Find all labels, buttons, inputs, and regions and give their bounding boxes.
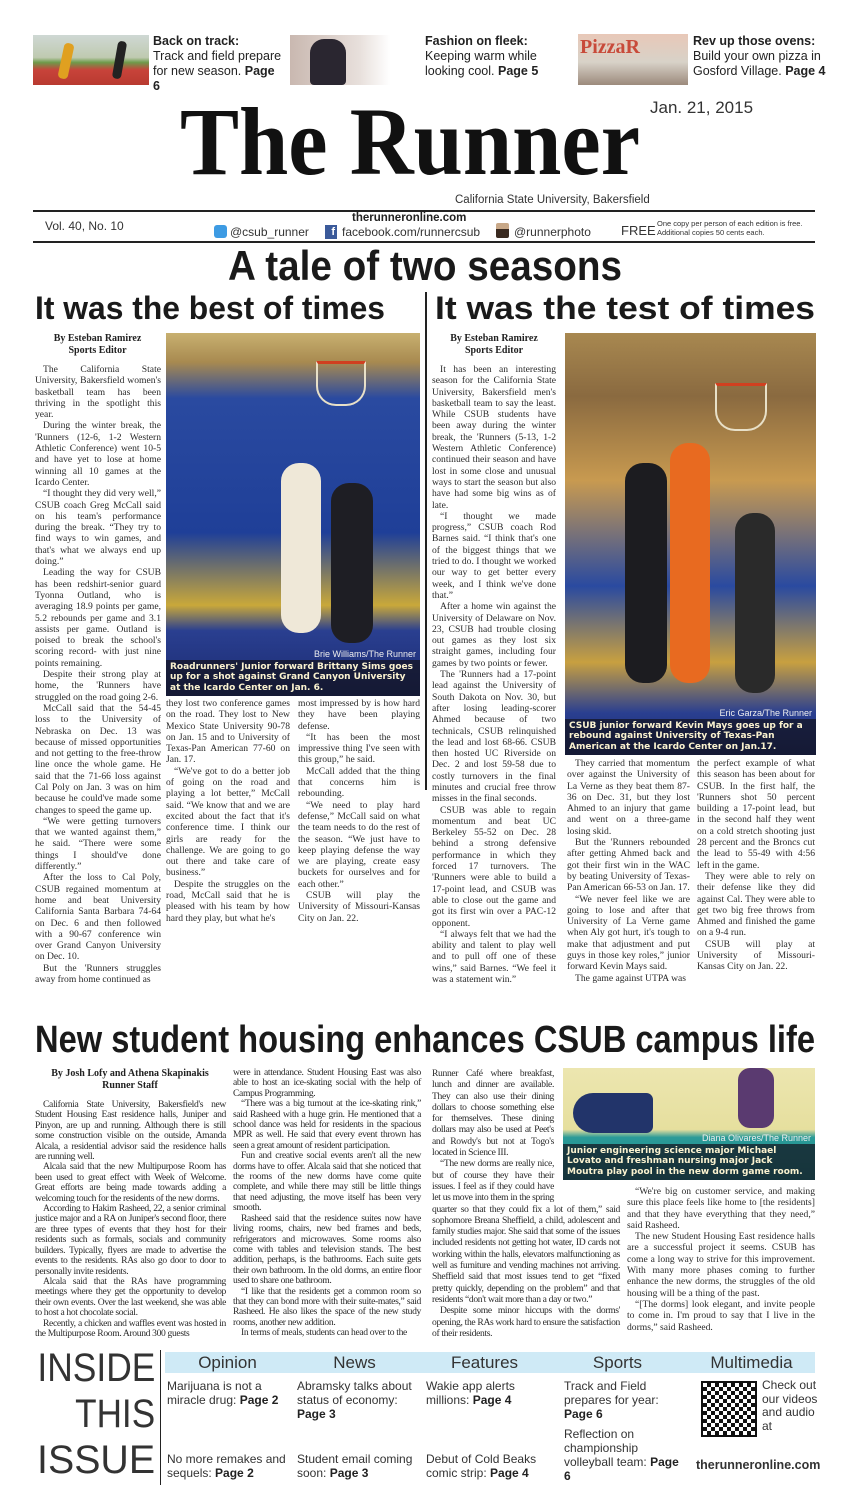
volume-number: Vol. 40, No. 10 (45, 219, 124, 233)
womens-headline: It was the best of times (35, 290, 385, 326)
photo-credit: Eric Garza/The Runner (719, 707, 812, 718)
housing-column-1 (35, 1100, 226, 1339)
label-line: INSIDE (37, 1346, 155, 1390)
paragraph: California State University, Bakersfield's new Student Housing East residence halls, Juniper and Pinyon, are up and running. Although there is still some construction visible on the outside, Amanda Alcala, a residential advisor said the residence halls are running well. (35, 1099, 226, 1163)
item-text: No more remakes and sequels: (167, 1452, 286, 1480)
inside-item[interactable] (426, 1379, 544, 1407)
teaser-text: for new season. (153, 64, 242, 78)
paragraph: “I like that the residents get a common room so that they can bond more with their suite-mates,” said Rasheed. He also likes the space of the new study rooms, another new addition. (233, 1285, 421, 1328)
mens-column-2 (567, 758, 690, 984)
inside-item[interactable] (426, 1452, 544, 1480)
item-text: Wakie app alerts millions: (426, 1379, 515, 1407)
item-page: Page 3 (329, 1466, 369, 1480)
paragraph: “We never feel like we are going to lose and after that University of La Verne game when Aly got hurt, it's tough to make that adjustment and put guys in those key roles,” junior forward Kevin Mays said. (567, 893, 690, 973)
paragraph: The California State University, Bakersfield women's basketball team has been thriving in the spotlight this year. (35, 364, 161, 421)
teaser-fashion[interactable] (425, 34, 565, 79)
inside-item[interactable] (564, 1379, 686, 1421)
paragraph: McCall added that the thing that concerns him is rebounding. (298, 765, 420, 800)
item-page: Page 2 (239, 1393, 279, 1407)
paragraph: They carried that momentum over against the University of La Verne as they beat them 87-36 on Dec. 31, but they lost Ahmed to an injury that game and went on a three-game losing skid. (567, 758, 690, 837)
teaser-page: Page 5 (497, 64, 539, 78)
facebook-icon[interactable]: f (325, 225, 337, 239)
womens-byline (35, 333, 160, 357)
section-news[interactable]: News (333, 1353, 376, 1372)
paragraph: “I thought they did very well,” CSUB coach Greg McCall said on his team's performance during the break. “They try to find ways to win games, and that's what we always end up doing.” (35, 488, 161, 568)
teaser-page: Page 4 (785, 64, 826, 78)
inside-item[interactable] (167, 1452, 289, 1480)
paragraph: “The new dorms are really nice, but of course they have their issues. I feel as if they could have let us move into them in the spring quarter so that they could fix a lot of them,” said sophomore Breana Sheffield, a child, adolescent and family studies major. She said that some of the issues included residents not getting hot water, ID cards not working within the halls, elevators malfunctioning as well as furniture and vending machines not arriving. Sheffield said that most issues tend to get “fixed pretty quickly, depending on the problem” and that residents “don't wait more than a day or two.” (432, 1158, 620, 1305)
section-multimedia[interactable]: Multimedia (710, 1353, 793, 1372)
paragraph: Runner Café where breakfast, lunch and dinner are available. They can also use their dining dollars to choose something else for themselves. These dining dollars may also be used at Peet's and Rowdy's but not at Togo's located in Science III. (432, 1068, 554, 1159)
item-text: Debut of Cold Beaks comic strip: (426, 1452, 537, 1480)
multimedia-promo: Check out our videos and audio at (762, 1378, 818, 1433)
paragraph: “There was a big turnout at the ice-skating rink,” said Rasheed with a huge grin. He mentioned that a school dance was held for residents in the spacious MPR as well. He said that every event thrown has seen a great amount of resident participation. (233, 1098, 421, 1151)
item-page: Page 3 (297, 1407, 336, 1421)
housing-column-4 (627, 1186, 815, 1333)
housing-column-2 (233, 1068, 421, 1339)
pizza-sign-logo: PizzaR (580, 36, 640, 58)
website-link[interactable]: therunneronline.com (352, 212, 467, 224)
paragraph: They were able to rely on their defense like they did against Cal. They were able to get two big free throws from Ahmed and finished the game on a 9-4 run. (697, 870, 815, 939)
dorm-pool-photo[interactable] (563, 1068, 815, 1180)
paragraph: they lost two conference games on the road. They lost to New Mexico State University 90-78 on Jan. 15 and to University of Texas-Pan American 77-60 on Jan. 17. (166, 698, 290, 766)
pizza-teaser-photo[interactable] (578, 34, 688, 85)
photo-caption: CSUB junior forward Kevin Mays goes up for a rebound against University of Texas-Pan American at the Icardo Center on Jan.17. (565, 719, 816, 756)
item-text: Track and Field prepares for year: (564, 1379, 659, 1407)
item-text: Student email coming soon: (297, 1452, 413, 1480)
paragraph: most impressed by is how hard they have been playing defense. (298, 698, 420, 732)
price-note-line: One copy per person of each edition is free. (657, 219, 803, 228)
photo-credit: Diana Olivares/The Runner (701, 1132, 811, 1143)
mens-basketball-photo[interactable] (565, 333, 816, 755)
column-divider (425, 292, 427, 790)
paragraph: Despite the struggles on the road, McCall said that he is pleased with his team by how hard they play, but what he's (166, 878, 290, 924)
womens-column-1 (35, 364, 161, 985)
photo-credit: Brie Williams/The Runner (313, 648, 416, 659)
paragraph: The game against UTPA was (575, 972, 687, 984)
housing-headline: New student housing enhances CSUB campus life (35, 1019, 815, 1061)
paragraph: CSUB will play at University of Missouri-Kansas City on Jan. 22. (697, 938, 815, 973)
instagram-handle[interactable]: @runnerphoto (514, 225, 591, 239)
multimedia-url[interactable]: therunneronline.com (696, 1458, 821, 1472)
item-page: Page 6 (564, 1407, 603, 1421)
paragraph: “[The dorms] look elegant, and invite people to come in. I'm proud to say that I live in the dorms,” said Rasheed. (627, 1298, 815, 1333)
photo-caption: Junior engineering science major Michael Lovato and freshman nursing major Jack Moutra play pool in the new dorm game room. (563, 1144, 815, 1181)
author-title: Runner Staff (102, 1080, 158, 1091)
paragraph: According to Hakim Rasheed, 22, a senior criminal justice major and a RA on Juniper's second floor, there are three types of events that they host for their residents such as formals, socials and community builders. Typically, flyers are made to advertise the events to the residents. RAs also go door to door to personally invite residents. (35, 1203, 226, 1277)
teaser-title: Rev up those ovens: (693, 34, 816, 48)
twitter-icon[interactable] (214, 225, 227, 238)
paragraph: “I thought we made progress,” CSUB coach Rod Barnes said. “I think that's one of the biggest things that we tried to do. I thought we worked our way to get better every week, and I think we've done that.” (432, 510, 556, 601)
paragraph: McCall said that the 54-45 loss to the University of Nebraska on Dec. 13 was because of missed opportunities and not getting to the free-throw line once the whole game. He said that the 71-66 loss against Cal Poly on Jan. 3 was on him because he could've made some changes to speed the game up. (35, 702, 161, 816)
paragraph: The new Student Housing East residence halls are a successful project it seems. CSUB has come a long way to strive for this improvement. With many more phases coming to further enhance the new dorms, the struggles of the old housing will be a thing of the past. (627, 1231, 815, 1299)
item-page: Page 2 (215, 1466, 254, 1480)
teaser-text: Build your own pizza in (693, 49, 821, 63)
womens-basketball-photo[interactable] (166, 333, 420, 696)
item-text: Reflection on championship volleyball team: (564, 1427, 647, 1469)
teaser-text: looking cool. (425, 64, 495, 78)
twitter-handle[interactable]: @csub_runner (230, 225, 309, 239)
paragraph: During the winter break, the 'Runners (12-6, 1-2 Western Athletic Conference) went 10-5 and have yet to lose at home winning all 10 games at the Icardo Center. (35, 420, 161, 488)
paragraph: But the 'Runners rebounded after getting Ahmed back and got their first win in the WAC by beating University of Texas-Pan American 66-53 on Jan. 17. (567, 837, 690, 894)
mens-column-1 (432, 364, 556, 985)
teaser-text: Keeping warm while (425, 49, 537, 63)
mens-headline: It was the test of times (435, 290, 815, 326)
item-page: Page 4 (490, 1466, 529, 1480)
inside-divider (160, 1350, 161, 1485)
author: By Josh Lofy and Athena Skapinakis (51, 1068, 209, 1079)
label-line: THIS (75, 1392, 155, 1436)
paragraph: After the loss to Cal Poly, CSUB regained momentum at home and beat University California Santa Barbara 74-64 on Dec. 6 and then followed with a 90-67 conference win over Grand Canyon University on Dec. 10. (35, 872, 161, 963)
womens-column-2 (166, 698, 290, 924)
paragraph: The 'Runners had a 17-point lead against the University of South Dakota on Nov. 30, but after losing leading-scorer Ahmed because of two technicals, CSUB relinquished the lead and lost 68-66. CSUB then hosted UC Riverside on Dec. 2 and lost 59-58 due to costly turnovers in the final minutes and crucial free throw misses in the final seconds. (432, 669, 556, 805)
teaser-text: Track and field prepare (153, 49, 282, 63)
teaser-text: Gosford Village. (693, 64, 782, 78)
teaser-page: Page 6 (153, 64, 275, 93)
author: By Esteban Ramirez (450, 333, 538, 344)
teaser-title: Fashion on fleek: (425, 34, 528, 48)
paragraph: “We've got to do a better job of going on the road and playing a lot better,” McCall said. “We know that and we are excited about the fact that it's conference time. I think our girls are ready for the challenge. We are going to go out there and take care of business.” (166, 765, 290, 879)
mens-byline (432, 333, 556, 357)
price-note-line: Additional copies 50 cents each. (657, 228, 765, 237)
paragraph: Alcala said that the new Multipurpose Room has been used to great effect with Week of Welcome. Great efforts are being made towards adding a welcoming touch for the residents of the new dorms. (35, 1161, 226, 1204)
inside-this-issue-label (35, 1346, 155, 1484)
section-opinion[interactable]: Opinion (198, 1353, 257, 1372)
inside-item[interactable] (297, 1452, 415, 1480)
paragraph: In terms of meals, students can head over to the (241, 1327, 407, 1339)
paragraph: Rasheed said that the residence suites now have living rooms, chairs, new bed frames and beds, refrigerators and microwaves. Some rooms also come with tables and television stands. The best addition, perhaps, is the bathrooms. Each suite gets their own bathroom. In the old dorms, an entire floor used to share one bathroom. (233, 1212, 421, 1287)
paragraph: “We were getting turnovers that we wanted against them,” he said. “There were some things I should've done differently.” (35, 815, 161, 873)
womens-column-3 (298, 698, 420, 924)
masthead-subtitle: California State University, Bakersfield (455, 194, 650, 206)
paragraph: But the 'Runners struggles away from home continued as (35, 962, 161, 986)
label-line: ISSUE (37, 1438, 155, 1482)
qr-code-icon[interactable] (701, 1381, 757, 1437)
price-note (657, 219, 803, 237)
item-text: Marijuana is not a miracle drug: (167, 1379, 262, 1407)
item-text: Abramsky talks about status of economy: (297, 1379, 412, 1407)
paragraph: “It has been the most impressive thing I've seen with this group,” he said. (298, 731, 420, 766)
teaser-title: Back on track: (153, 34, 240, 48)
section-features[interactable]: Features (450, 1353, 519, 1372)
masthead-title: The Runner (180, 88, 640, 195)
paragraph: CSUB will play the University of Missouri-Kansas City on Jan. 22. (298, 890, 420, 924)
track-teaser-photo[interactable] (33, 35, 149, 85)
paragraph: “We're big on customer service, and making sure this place feels like home to [the residents] and that they have everything that they need,” said Rasheed. (627, 1186, 815, 1231)
author: By Esteban Ramirez (53, 333, 142, 344)
item-page: Page 6 (564, 1455, 679, 1483)
fashion-teaser-photo[interactable] (290, 35, 390, 85)
inside-item[interactable] (167, 1379, 289, 1407)
paragraph: CSUB was able to regain momentum and beat UC Berkeley 55-52 on Dec. 28 behind a strong defensive performance in which they forced 17 turnovers. The 'Runners were able to build a 17-point lead, and CSUB was able to close out the game and got its first win over a PAC-12 opponent. (432, 804, 556, 929)
basketball-hoop (715, 383, 767, 431)
free-label: FREE (621, 223, 656, 238)
author-title: Sports Editor (68, 345, 127, 356)
paragraph: “I always felt that we had the ability and talent to play well and to pull off one of these wins,” said Barnes. “We feel it was a statement win.” (432, 928, 556, 986)
basketball-hoop (316, 361, 366, 406)
paragraph: Recently, a chicken and waffles event was hosted in the Multipurpose Room. Around 300 guests (35, 1317, 226, 1339)
paragraph: Despite their strong play at home, the 'Runners have struggled on the road going 2-6. (35, 669, 161, 703)
main-headline: A tale of two seasons (228, 242, 622, 289)
housing-byline (35, 1068, 225, 1092)
item-page: Page 4 (472, 1393, 512, 1407)
section-sports[interactable]: Sports (592, 1353, 643, 1372)
paragraph: were in attendance. Student Housing East was also able to host an ice-skating social with the help of Campus Programming. (233, 1067, 421, 1099)
mens-column-3 (697, 758, 815, 973)
photo-caption: Roadrunners' Junior forward Brittany Sims goes up for a shot against Grand Canyon University at the Icardo Center on Jan. 6. (166, 660, 420, 697)
paragraph: the perfect example of what this season has been about for CSUB. In the first half, the 'Runners shot 50 percent building a 17-point lead, but in the second half they went on a cold stretch shooting just 28 percent and the Broncs cut the lead to 55-49 with 4:56 left in the game. (697, 758, 815, 871)
paragraph: Fun and creative social events aren't all the new dorms have to offer. Alcala said that she noticed that the rooms of the new dorms have come quite complete, and while there may still be little things that need adjusting, the move itself has been very smooth. (233, 1150, 421, 1214)
paragraph: Leading the way for CSUB has been redshirt-senior guard Tyonna Outland, who is averaging 18.9 points per game, 5.2 rebounds per game and 3.1 assists per game. Outland is poised to break the school's scoring record- with just nine points remaining. (35, 567, 161, 669)
paragraph: “We need to play hard defense,” McCall said on what the team needs to do the rest of the season. “We just have to keep playing defense the way we are playing, create easy buckets for ourselves and for each other.” (298, 799, 420, 890)
issue-date: Jan. 21, 2015 (650, 98, 754, 117)
teaser-track[interactable] (153, 34, 285, 94)
facebook-link[interactable]: facebook.com/runnercsub (342, 225, 481, 239)
author-title: Sports Editor (464, 345, 524, 356)
paragraph: It has been an interesting season for the California State University, Bakersfield men's basketball team to say the least. While CSUB students have been away during the winter break, the 'Runners (5-13, 1-2 Western Athletic Conference) continued their season and have lost in some close and unusual ways to start the season but also have had some big wins as of late. (432, 364, 556, 511)
paragraph: Alcala said that the RAs have programming meetings where they get the opportunity to develop their own events. Over the last weekend, she was able to host a hot chocolate social. (35, 1275, 226, 1319)
paragraph: After a home win against the University of Delaware on Nov. 23, CSUB had trouble closing out games as they lost six straight games, including four games by two points or fewer. (432, 601, 556, 669)
instagram-icon[interactable] (496, 223, 509, 238)
inside-item[interactable] (297, 1379, 415, 1421)
teaser-pizza[interactable] (693, 34, 828, 79)
inside-item[interactable] (564, 1427, 686, 1483)
paragraph: Despite some minor hiccups with the dorms' opening, the RAs work hard to ensure the satisfaction of their residents. (432, 1305, 620, 1339)
